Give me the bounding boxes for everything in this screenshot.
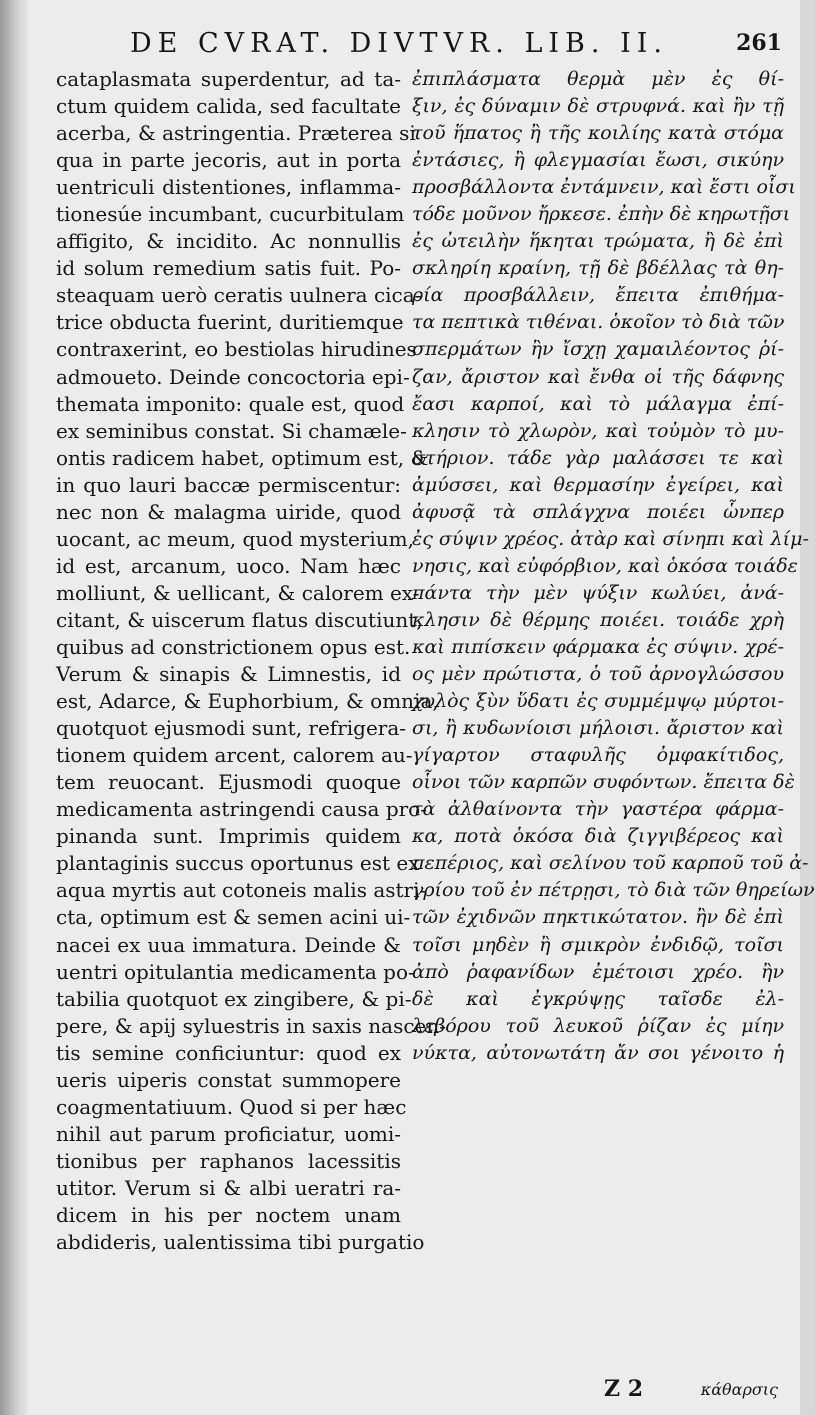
- greek-text-line: ρία προσβάλλειν, ἔπειτα ἐπιθήμα-: [412, 284, 784, 307]
- latin-text-line: tem reuocant. Ejusmodi quoque: [56, 770, 401, 795]
- latin-text-line: in quo lauri baccæ permiscentur:: [56, 472, 401, 497]
- greek-text-line: προσβάλλοντα ἐντάμνειν, καὶ ἔστι οἷσι: [412, 176, 796, 199]
- latin-text-line: nacei ex uua immatura. Deinde &: [56, 932, 401, 957]
- latin-text-line: medicamenta astringendi causa pro-: [56, 797, 427, 822]
- greek-text-line: γίγαρτον σταφυλῆς ὀμφακίτιδος,: [412, 744, 784, 767]
- greek-text-line: ἀπὸ ῥαφανίδων ἐμέτοισι χρέο. ἢν: [412, 960, 784, 983]
- greek-text-line: σκληρίη κραίνη, τῇ δὲ βδέλλας τὰ θη-: [412, 257, 784, 280]
- latin-text-line: quibus ad constrictionem opus est.: [56, 634, 411, 659]
- latin-text-line: pinanda sunt. Imprimis quidem: [56, 824, 401, 849]
- latin-text-line: uocant, ac meum, quod mysterium,: [56, 526, 414, 551]
- latin-text-line: Verum & sinapis & Limnestis, id: [56, 662, 401, 687]
- latin-text-line: affigito, & incidito. Ac nonnullis: [56, 229, 401, 254]
- greek-text-line: δὲ καὶ ἐγκρύψῃς ταῖσδε ἐλ-: [412, 987, 784, 1010]
- catchword: κάθαρσις: [700, 1380, 778, 1399]
- greek-text-line: κα, ποτὰ ὁκόσα διὰ ζιγγιβέρεος καὶ: [412, 825, 784, 848]
- latin-text-line: id solum remedium satis fuit. Po-: [56, 256, 401, 281]
- latin-text-line: uentriculi distentiones, inflamma-: [56, 175, 401, 200]
- latin-text-line: utitor. Verum si & albi ueratri ra-: [56, 1175, 401, 1200]
- latin-text-line: qua in parte jecoris, aut in porta: [56, 148, 401, 173]
- page-footer: [0, 1376, 800, 1410]
- greek-text-line: ἀμύσσει, καὶ θερμασίην ἐγείρει, καὶ: [412, 473, 784, 496]
- latin-text-line: tionem quidem arcent, calorem au-: [56, 743, 413, 768]
- latin-text-line: cta, optimum est & semen acini ui-: [56, 905, 411, 930]
- greek-text-line: λεβόρου τοῦ λευκοῦ ῥίζαν ἐς μίην: [412, 1014, 784, 1037]
- greek-text-line: ἀφυσᾷ τὰ σπλάγχνα ποιέει ὧνπερ: [412, 500, 784, 523]
- greek-text-line: τὰ ἀλθαίνοντα τὴν γαστέρα φάρμα-: [412, 798, 784, 821]
- greek-text-line: γρίου τοῦ ἐν πέτρῃσι, τὸ διὰ τῶν θηρείων: [412, 879, 815, 902]
- greek-text-line: ἐς σύψιν χρέος. ἀτὰρ καὶ σίνηπι καὶ λίμ-: [412, 527, 809, 550]
- signature-mark: Z 2: [604, 1376, 644, 1402]
- latin-text-line: tis semine conficiuntur: quod ex: [56, 1040, 401, 1065]
- greek-text-column: [412, 66, 815, 1067]
- latin-text-line: tionesúe incumbant, cucurbitulam: [56, 202, 405, 227]
- greek-text-line: ζαν, ἄριστον καὶ ἔνθα οἱ τῆς δάφνης: [412, 365, 784, 388]
- greek-text-line: τόδε μοῦνον ἤρκεσε. ἐπὴν δὲ κηρωτῇσι: [412, 203, 791, 226]
- greek-text-line: ἐπιπλάσματα θερμὰ μὲν ἐς θί-: [412, 68, 784, 90]
- latin-text-line: ueris uiperis constat summopere: [56, 1067, 401, 1092]
- greek-text-line: σι, ἢ κυδωνίοισι μήλοισι. ἄριστον καὶ: [412, 717, 784, 740]
- greek-text-line: στήριον. τάδε γὰρ μαλάσσει τε καὶ: [412, 446, 784, 469]
- latin-text-line: molliunt, & uellicant, & calorem ex-: [56, 580, 420, 605]
- greek-text-line: πάντα τὴν μὲν ψύξιν κωλύει, ἀνά-: [412, 581, 784, 604]
- greek-text-line: νύκτα, αὐτονωτάτη ἄν σοι γένοιτο ἡ: [412, 1041, 784, 1064]
- greek-text-line: ἐς ὠτειλὴν ἥκηται τρώματα, ἢ δὲ ἐπὶ: [412, 230, 784, 253]
- greek-text-line: σπερμάτων ἢν ἴσχῃ χαμαιλέοντος ῥί-: [412, 338, 784, 361]
- page-header: [0, 28, 800, 68]
- greek-text-line: οἷνοι τῶν καρπῶν συφόντων. ἔπειτα δὲ: [412, 771, 795, 794]
- greek-text-line: χυλὸς ξὺν ὕδατι ἐς συμμέμψῳ μύρτοι-: [412, 690, 784, 713]
- latin-text-line: ontis radicem habet, optimum est, &: [56, 445, 429, 470]
- greek-text-line: ξιν, ἐς δύναμιν δὲ στρυφνά. καὶ ἢν τῇ: [412, 95, 784, 118]
- latin-text-line: dicem in his per noctem unam: [56, 1202, 401, 1227]
- latin-text-line: abdideris, ualentissima tibi purgatio: [56, 1230, 425, 1255]
- greek-text-line: νησις, καὶ εὐφόρβιον, καὶ ὁκόσα τοιάδε: [412, 554, 798, 577]
- latin-text-line: acerba, & astringentia. Præterea si: [56, 121, 416, 146]
- latin-text-line: nihil aut parum proficiatur, uomi-: [56, 1121, 401, 1146]
- latin-text-line: citant, & uiscerum flatus discutiunt,: [56, 607, 423, 632]
- greek-text-line: καὶ πιπίσκειν φάρμακα ἐς σύψιν. χρέ-: [412, 635, 784, 658]
- latin-text-line: plantaginis succus oportunus est ex: [56, 851, 420, 876]
- latin-text-line: nec non & malagma uiride, quod: [56, 499, 401, 524]
- page-number: 261: [736, 30, 782, 56]
- latin-text-line: uentri opitulantia medicamenta po-: [56, 959, 415, 984]
- greek-text-line: τοῦ ἥπατος ἢ τῆς κοιλίης κατὰ στόμα: [412, 122, 784, 145]
- latin-text-line: est, Adarce, & Euphorbium, & omnia,: [56, 689, 439, 714]
- latin-text-line: tionibus per raphanos lacessitis: [56, 1148, 401, 1173]
- latin-text-line: steaquam uerò ceratis uulnera cica-: [56, 283, 422, 308]
- greek-text-line: ἐντάσιες, ἢ φλεγμασίαι ἔωσι, σικύην: [412, 149, 784, 172]
- greek-text-line: ος μὲν πρώτιστα, ὁ τοῦ ἀρνογλώσσου: [412, 663, 784, 686]
- running-head: DE CVRAT. DIVTVR. LIB. II.: [130, 28, 668, 59]
- latin-text-column: [56, 66, 447, 1256]
- latin-text-line: coagmentatiuum. Quod si per hæc: [56, 1094, 407, 1119]
- greek-text-line: κλησιν τὸ χλωρὸν, καὶ τοὐμὸν τὸ μυ-: [412, 419, 784, 442]
- latin-text-line: admoueto. Deinde concoctoria epi-: [56, 364, 410, 389]
- greek-text-line: κλησιν δὲ θέρμης ποιέει. τοιάδε χρὴ: [412, 608, 784, 631]
- latin-text-line: tabilia quotquot ex zingibere, & pi-: [56, 986, 412, 1011]
- greek-text-line: τῶν ἐχιδνῶν πηκτικώτατον. ἢν δὲ ἐπὶ: [412, 906, 784, 929]
- latin-text-line: trice obducta fuerint, duritiemque: [56, 310, 404, 335]
- greek-text-line: τα πεπτικὰ τιθέναι. ὁκοῖον τὸ διὰ τῶν: [412, 311, 785, 334]
- latin-text-line: pere, & apij syluestris in saxis nascen-: [56, 1013, 447, 1038]
- latin-text-line: ex seminibus constat. Si chamæle-: [56, 418, 407, 443]
- latin-text-line: cataplasmata superdentur, ad ta-: [56, 67, 401, 91]
- latin-text-line: id est, arcanum, uoco. Nam hæc: [56, 553, 401, 578]
- latin-text-line: contraxerint, eo bestiolas hirudines: [56, 337, 417, 362]
- greek-text-line: τοῖσι μηδὲν ἢ σμικρὸν ἐνδιδῷ, τοῖσι: [412, 933, 784, 956]
- latin-text-line: quotquot ejusmodi sunt, refrigera-: [56, 716, 407, 741]
- page-gutter-shadow: [0, 0, 30, 1415]
- latin-text-line: aqua myrtis aut cotoneis malis astri-: [56, 878, 427, 903]
- greek-text-line: ἔασι καρποί, καὶ τὸ μάλαγμα ἐπί-: [412, 392, 784, 415]
- greek-text-line: πεπέριος, καὶ σελίνου τοῦ καρποῦ τοῦ ἀ-: [412, 852, 809, 875]
- latin-text-line: ctum quidem calida, sed facultate: [56, 94, 401, 119]
- latin-text-line: themata imponito: quale est, quod: [56, 391, 405, 416]
